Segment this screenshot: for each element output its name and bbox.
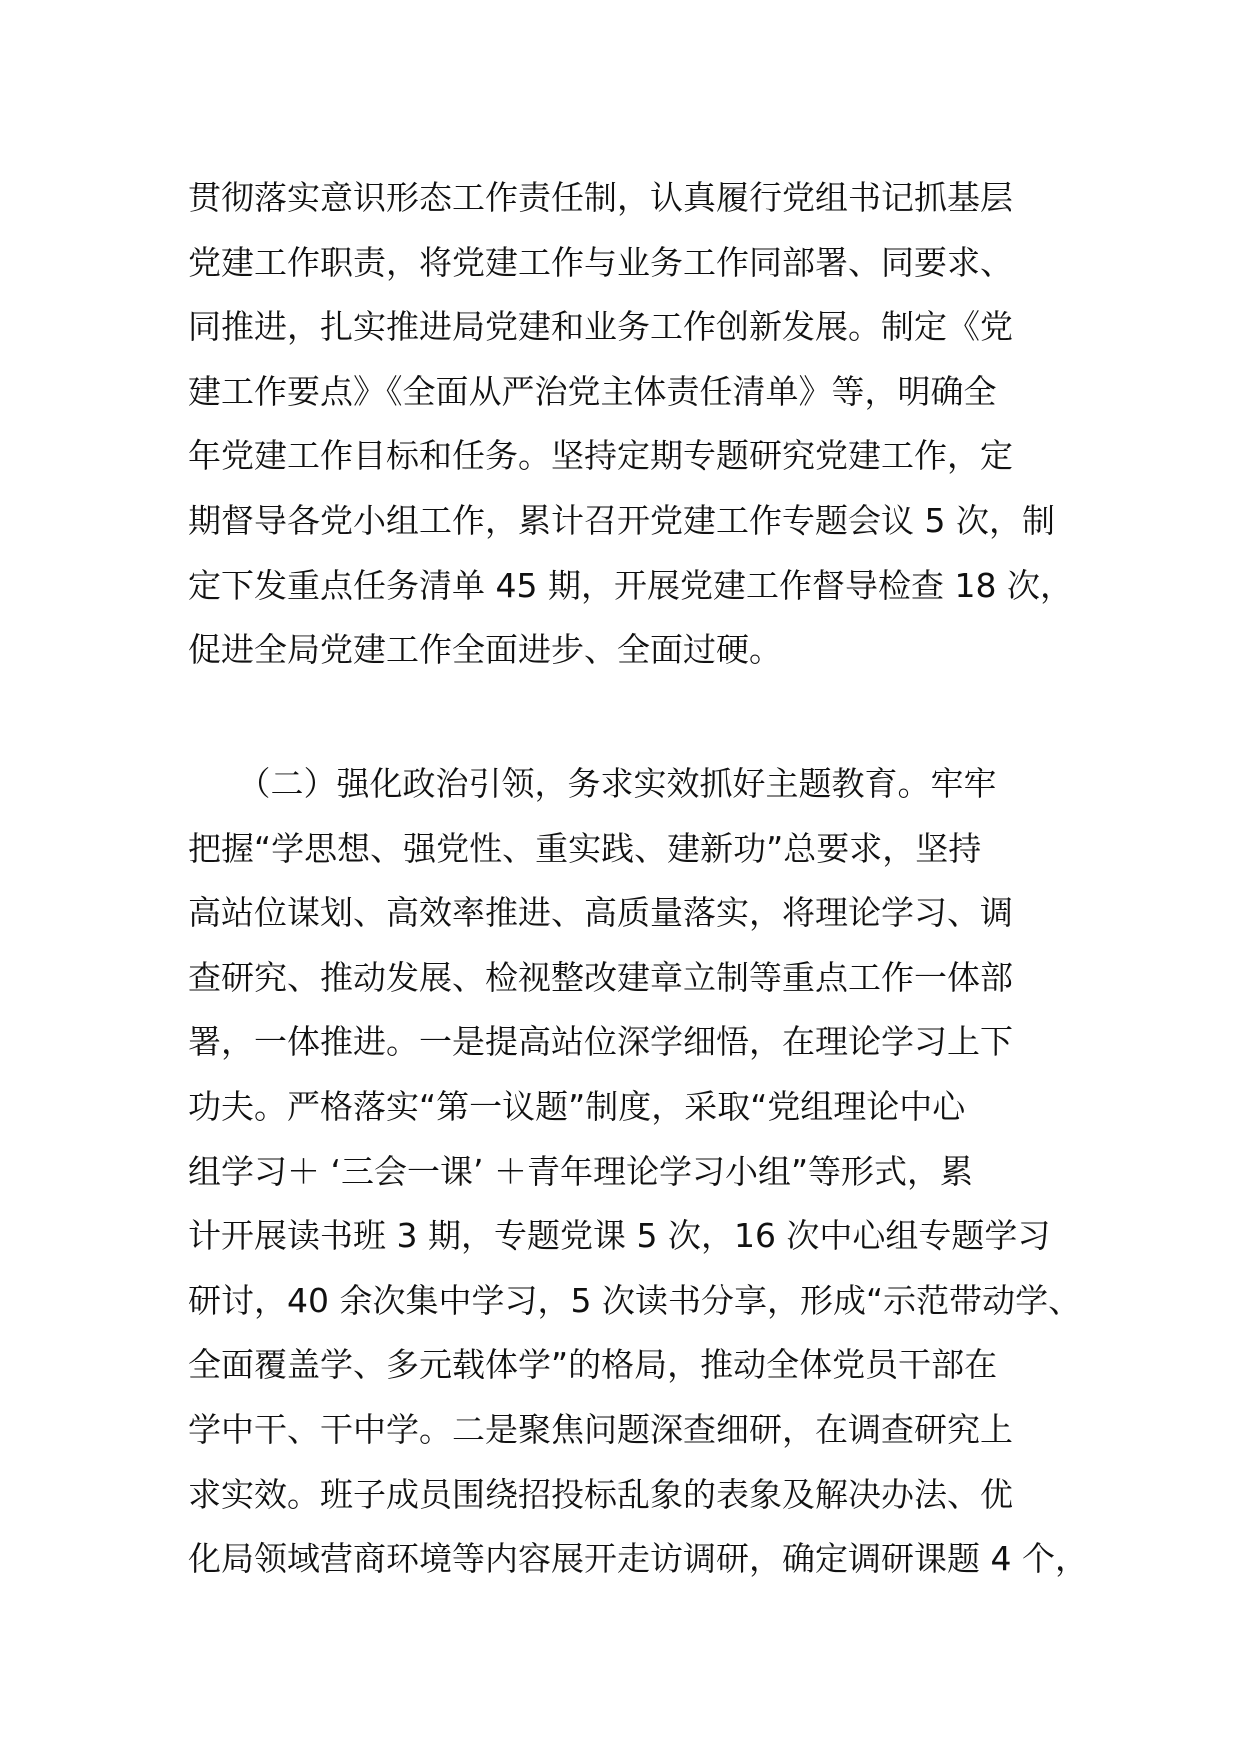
text-line: 署，一体推进。一是提高站位深学细悟，在理论学习上下 [188,1022,1013,1062]
text-line: 学中干、干中学。二是聚焦问题深查细研，在调查研究上 [188,1409,1013,1449]
text-line: 定下发重点任务清单 45 期，开展党建工作督导检查 18 次， [188,565,1073,605]
text-line: 全面覆盖学、多元载体学”的格局，推动全体党员干部在 [188,1345,998,1385]
text-line: 功夫。严格落实“第一议题”制度，采取“党组理论中心 [188,1086,966,1126]
text-line: 贯彻落实意识形态工作责任制，认真履行党组书记抓基层 [188,178,1013,217]
text-line: 期督导各党小组工作，累计召开党建工作专题会议 5 次，制 [188,500,1055,540]
text-line: 查研究、推动发展、检视整改建章立制等重点工作一体部 [188,957,1013,997]
text-line: 党建工作职责，将党建工作与业务工作同部署、同要求、 [188,242,1013,282]
text-line: 高站位谋划、高效率推进、高质量落实，将理论学习、调 [188,893,1013,933]
section-heading-line: （二）强化政治引领，务求实效抓好主题教育。牢牢 [188,764,997,803]
paragraph-theme-education [188,752,1088,1592]
text-line: 组学习＋ ‘三会一课’ ＋青年理论学习小组”等形式，累 [188,1151,974,1191]
text-line: 计开展读书班 3 期，专题党课 5 次，16 次中心组专题学习 [188,1216,1051,1256]
text-line: 促进全局党建工作全面进步、全面过硬。 [188,630,782,670]
text-line: 同推进，扎实推进局党建和业务工作创新发展。制定《党 [188,307,1013,347]
text-line: 年党建工作目标和任务。坚持定期专题研究党建工作，定 [188,436,1013,476]
text-line: 把握“学思想、强党性、重实践、建新功”总要求，坚持 [188,828,982,868]
text-line: 化局领域营商环境等内容展开走访调研，确定调研课题 4 个， [188,1539,1088,1579]
paragraph-party-building [188,166,1088,683]
text-line: 建工作要点》《全面从严治党主体责任清单》等，明确全 [188,371,997,411]
text-line: 求实效。班子成员围绕招投标乱象的表象及解决办法、优 [188,1474,1013,1514]
text-line: 研讨，40 余次集中学习，5 次读书分享，形成“示范带动学、 [188,1280,1082,1320]
